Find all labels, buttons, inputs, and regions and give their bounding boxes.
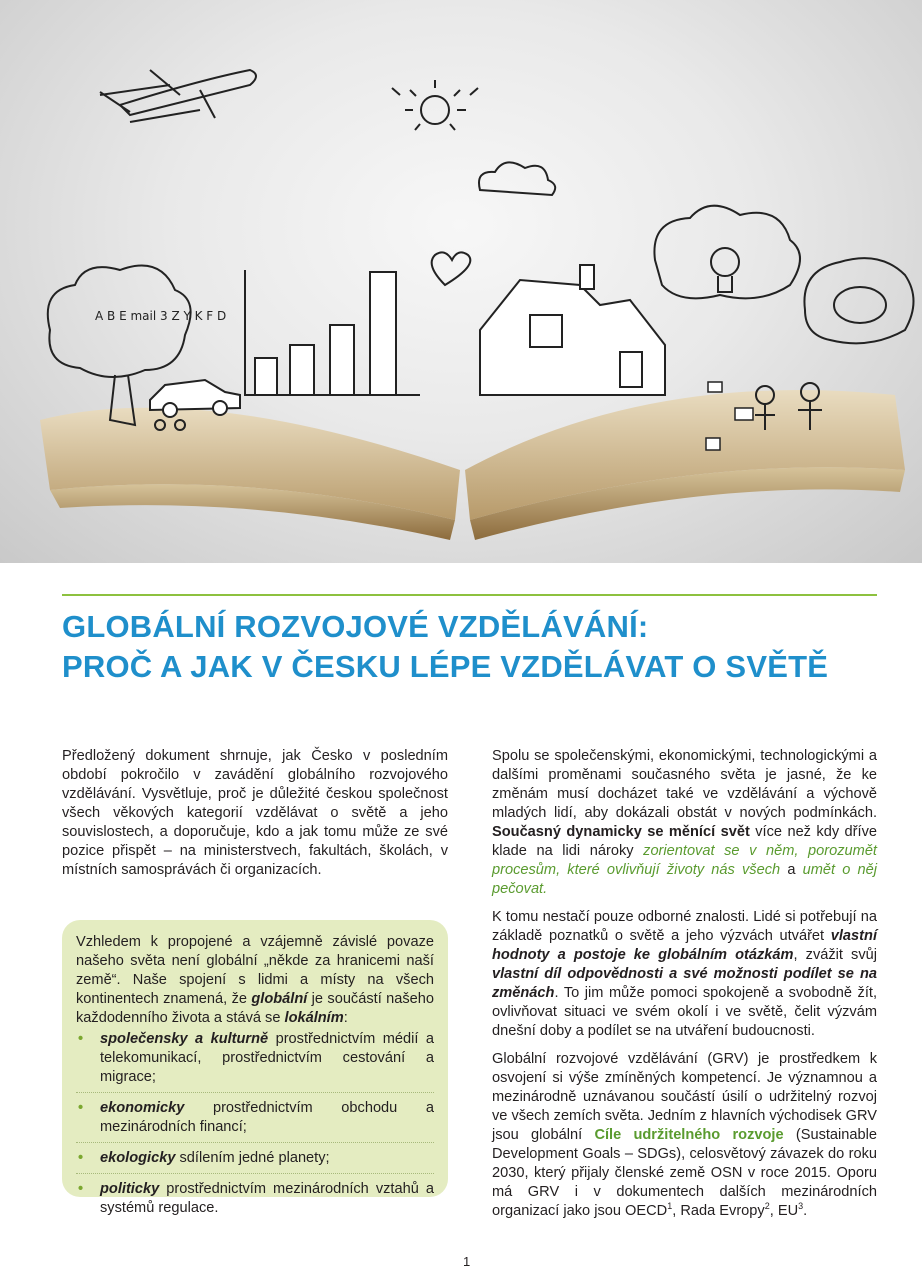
info-box-intro: Vzhledem k propojené a vzájemně závislé povaze našeho světa není globální „někde za hranicemi naší země“. Naše spojení s lidmi a místy na všech kontinentech znamená, že globální je součástí našeho každodenního života a stává se lokálním: bbox=[76, 934, 434, 1026]
page-title-line-2: PROČ A JAK V ČESKU LÉPE VZDĚLÁVAT O SVĚTĚ bbox=[62, 649, 829, 684]
info-box bbox=[62, 920, 448, 1216]
sdg-link[interactable]: Cíle udržitelného rozvoje bbox=[594, 1127, 784, 1143]
piggy-bank-icon bbox=[834, 287, 886, 323]
right-paragraph-3: Globální rozvojové vzdělávání (GRV) je prostředkem k osvojení si výše zmíněných kompetencí. Je významnou a mezinárodně uznávanou součástí úsilí o udržitelný rozvoj ve všech zemích světa. Jedním z hlavních východisek GRV jsou globální Cíle udržitelného rozvoje (Sustainable Development Goals – SDGs), celosvětový závazek do roku 2030, který přijaly členské země OSN v roce 2015. Oporu má GRV i v dokumentech dalších mezinárodních organizací jako jsou OECD$^1$, Rada Evropy$^2$, $EU^3$. bbox=[492, 1051, 878, 1219]
cloud-icon bbox=[804, 258, 913, 343]
page-title-line-1: GLOBÁLNÍ ROZVOJOVÉ VZDĚLÁVÁNÍ: bbox=[62, 609, 649, 644]
right-paragraph-1: Spolu se společenskými, ekonomickými, technologickými a dalšími proměnami současného světa je jasné, že ke změnám musí docházet také ve vzdělávání a výchově mladých lidí, aby dokázali obstát v nových podmínkách. Současný dynamicky se měnící svět více než kdy dříve klade na lidi nároky zorientovat se v něm, porozumět procesům, které ovlivňují životy nás všech a umět o něj pečovat. bbox=[492, 748, 878, 897]
info-box-list bbox=[76, 1030, 434, 1223]
tree-words: A B E mail 3 Z Y K F D bbox=[95, 309, 227, 323]
title-divider bbox=[62, 594, 877, 596]
bar-chart-sketch bbox=[245, 270, 420, 395]
open-book-sketch-image bbox=[0, 0, 922, 563]
hero-illustration bbox=[0, 0, 922, 563]
intro-paragraph: Předložený dokument shrnuje, jak Česko v posledním období pokročilo v zavádění globálního rozvojového vzdělávání. Vysvětluje, proč je důležité českou společnost všech věkových kategorií vzdělávat o světě a jeho souvislostech, a doporučuje, kdo a jak tomu může ze své pozice přispět – na ministerstvech, fakultách, školách, v místních samosprávách či organizacích. bbox=[62, 748, 448, 878]
list-item: • ekonomicky prostřednictvím obchodu a mezinárodních financí; bbox=[76, 1099, 434, 1143]
cloud-icon bbox=[654, 206, 800, 299]
house-icon bbox=[480, 265, 665, 395]
list-item: • politicky prostřednictvím mezinárodních vztahů a systémů regulace. bbox=[76, 1180, 434, 1223]
cloud-icon bbox=[479, 162, 555, 195]
heart-icon bbox=[432, 252, 471, 285]
left-column bbox=[62, 747, 448, 889]
list-item: • společensky a kulturně prostřednictvím médií a telekomunikací, prostřednictvím cestování a migrace; bbox=[76, 1030, 434, 1093]
sun-icon bbox=[392, 80, 478, 130]
page-number: 1 bbox=[463, 1254, 471, 1266]
airplane-icon bbox=[100, 70, 256, 122]
page-title bbox=[62, 607, 882, 687]
right-column bbox=[492, 747, 877, 1230]
book-right-page bbox=[465, 390, 905, 520]
right-paragraph-2: K tomu nestačí pouze odborné znalosti. Lidé si potřebují na základě poznatků o světě a jeho výzvách utvářet vlastní hodnoty a postoje ke globálním otázkám, zvážit svůj vlastní díl odpovědnosti a své možnosti podílet se na změnách. To jim může pomoci spokojeně a svobodně žít, ovlivňovat situaci ve svém okolí i ve světě, čelit výzvám dnešní doby a podílet se na utváření budoucnosti. bbox=[492, 909, 878, 1039]
lightbulb-icon bbox=[711, 248, 739, 292]
list-item: • ekologicky sdílením jedné planety; bbox=[76, 1149, 434, 1174]
